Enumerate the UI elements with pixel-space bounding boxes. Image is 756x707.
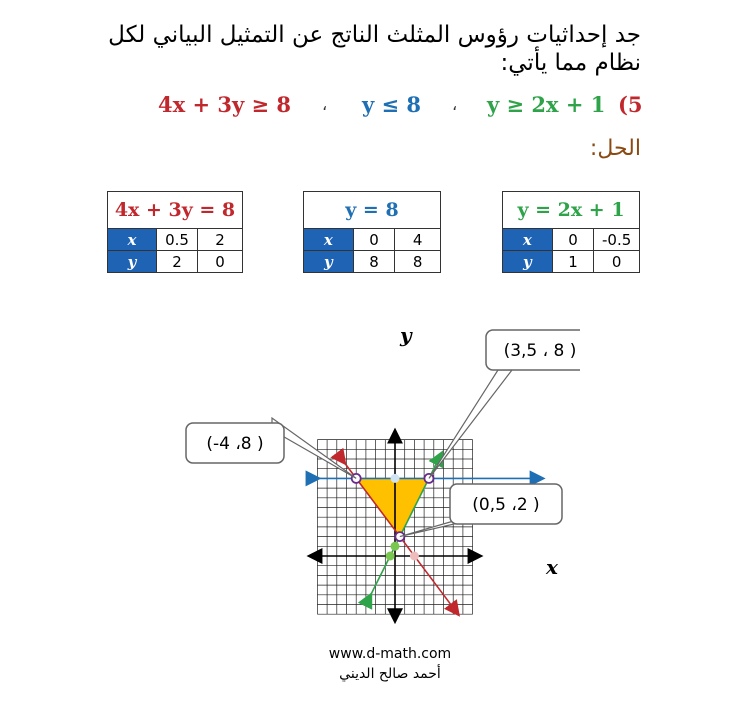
y-row-label: y xyxy=(108,251,157,273)
inequality-1: y ≥ 2x + 1 xyxy=(487,92,606,117)
table-equation: 4x + 3y = 8 xyxy=(108,192,243,229)
table-cell: 1 xyxy=(552,251,594,273)
y-row-label: y xyxy=(503,251,553,273)
vertex-label: (-4 ،8 ) xyxy=(206,434,264,454)
x-axis-label: x xyxy=(546,555,558,579)
x-row-label: x xyxy=(503,229,553,251)
vertex-label: (0,5 ،2 ) xyxy=(472,495,540,515)
vertex-label: (3,5 ، 8 ) xyxy=(503,341,577,361)
value-table-green xyxy=(502,191,640,273)
table-cell: 4 xyxy=(395,229,441,251)
question-text-line-2: نظام مما يأتي: xyxy=(500,50,641,76)
table-point xyxy=(391,474,400,483)
separator-1: ، xyxy=(322,95,328,114)
question-text-line-1: جد إحداثيات رؤوس المثلث الناتج عن التمثيل البياني لكل xyxy=(108,22,641,48)
table-cell: 0 xyxy=(198,251,243,273)
y-row-label: y xyxy=(304,251,354,273)
footer-site: www.d-math.com xyxy=(328,646,452,662)
table-cell: 2 xyxy=(198,229,243,251)
inequality-3: 4x + 3y ≥ 8 xyxy=(158,92,291,117)
table-cell: 8 xyxy=(395,251,441,273)
value-table-blue xyxy=(303,191,441,273)
coordinate-graph xyxy=(180,318,580,648)
separator-2: ، xyxy=(452,95,458,114)
table-cell: 8 xyxy=(353,251,395,273)
question-number: (5 xyxy=(618,92,643,117)
table-cell: 0.5 xyxy=(157,229,198,251)
table-cell: 0 xyxy=(353,229,395,251)
value-table-red xyxy=(107,191,243,273)
inequality-2: y ≤ 8 xyxy=(362,92,422,117)
table-cell: 0 xyxy=(552,229,594,251)
x-row-label: x xyxy=(304,229,354,251)
table-point xyxy=(391,542,400,551)
table-equation: y = 8 xyxy=(304,192,441,229)
table-equation: y = 2x + 1 xyxy=(503,192,640,229)
callout-tail xyxy=(429,370,512,478)
solution-label: الحل: xyxy=(589,136,641,161)
table-cell: 0 xyxy=(594,251,640,273)
x-row-label: x xyxy=(108,229,157,251)
table-point xyxy=(410,552,419,561)
footer-author: أحمد صالح الديني xyxy=(339,666,441,682)
table-cell: -0.5 xyxy=(594,229,640,251)
table-point xyxy=(386,552,395,561)
table-cell: 2 xyxy=(157,251,198,273)
y-axis-label: y xyxy=(400,323,412,347)
